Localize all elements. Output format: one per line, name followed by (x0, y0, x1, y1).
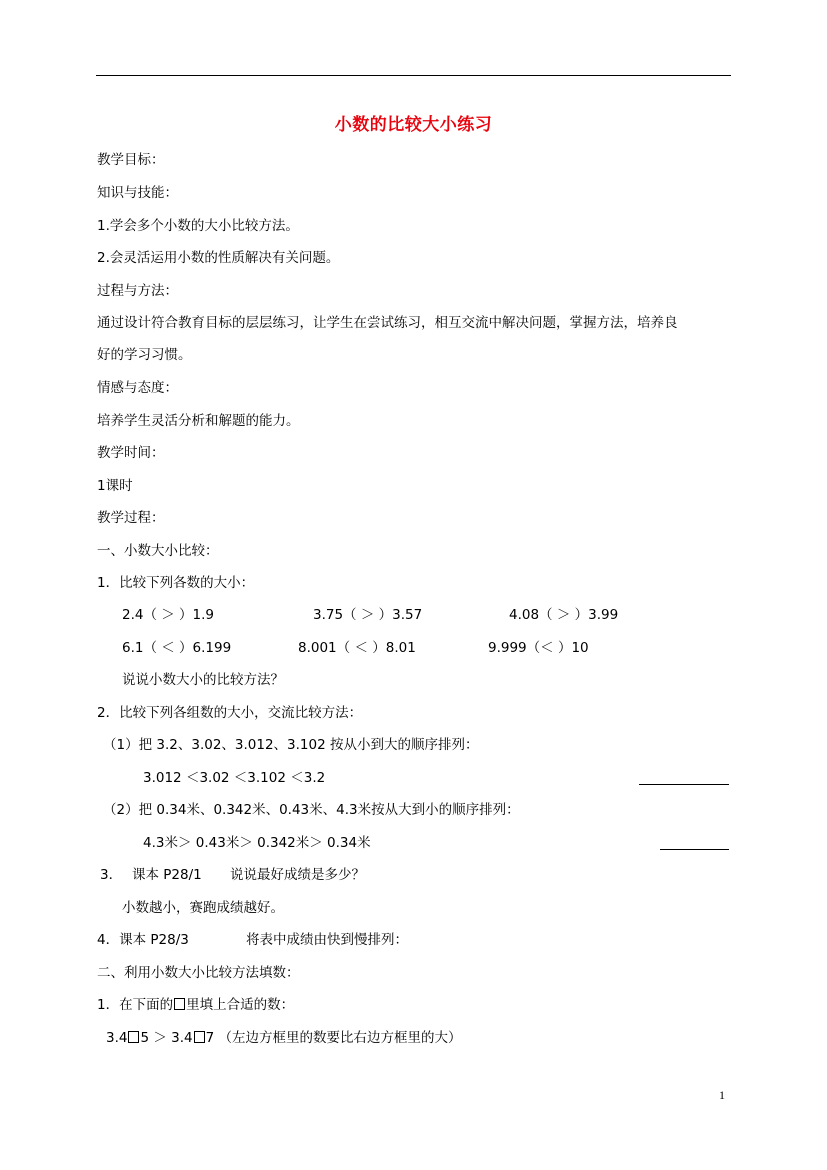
blank-box-icon (194, 1031, 205, 1043)
comparison-item: 2.4（ ＞ ）1.9 (122, 607, 215, 623)
text-line: 4．课本 P28/3 (97, 932, 189, 948)
answer-blank (639, 784, 729, 785)
text-line: 一、小数大小比较： (97, 543, 219, 559)
text-line: 说说最好成绩是多少？ (230, 867, 365, 883)
text-line: 3． (100, 867, 123, 883)
text-line: 1．比较下列各数的大小： (97, 575, 255, 591)
text-fragment: 7 （左边方框里的数要比右边方框里的大） (205, 1030, 462, 1046)
text-line: （1）把 3.2、3.02、3.012、3.102 按从小到大的顺序排列： (103, 737, 479, 753)
text-line: 将表中成绩由快到慢排列： (246, 932, 408, 948)
blank-box-icon (174, 998, 185, 1010)
text-fragment: 3.4 (106, 1030, 128, 1046)
text-fragment: 5 ＞ 3.4 (140, 1030, 193, 1046)
comparison-item: 9.999（＜ ）10 (488, 640, 589, 656)
text-line: 知识与技能： (97, 185, 178, 201)
text-line: 1课时 (97, 478, 133, 494)
page-number: 1 (719, 1088, 725, 1102)
text-line: 教学过程： (97, 510, 165, 526)
answer-blank (660, 849, 729, 850)
text-line: 教学目标： (97, 152, 165, 168)
header-rule (96, 75, 731, 76)
blank-box-icon (128, 1031, 139, 1043)
text-line: 2.会灵活运用小数的性质解决有关问题。 (97, 250, 340, 266)
text-line: 说说小数大小的比较方法？ (122, 672, 284, 688)
comparison-item: 4.08（ ＞ ）3.99 (509, 607, 619, 623)
text-line: 通过设计符合教育目标的层层练习，让学生在尝试练习，相互交流中解决问题，掌握方法，培养良 (97, 315, 678, 331)
text-line: 过程与方法： (97, 283, 178, 299)
comparison-item: 8.001（ ＜ ）8.01 (298, 640, 416, 656)
text-line: 教学时间： (97, 445, 165, 461)
answer-line: 3.012 ＜3.02 ＜3.102 ＜3.2 (143, 770, 326, 786)
text-line: 情感与态度： (97, 380, 178, 396)
text-fragment: 里填上合适的数： (186, 997, 295, 1013)
text-line (106, 1028, 462, 1048)
text-line: 课本 P28/1 (132, 867, 202, 883)
text-line: 二、利用小数大小比较方法填数： (97, 965, 300, 981)
answer-line: 4.3米＞ 0.43米＞ 0.342米＞ 0.34米 (143, 835, 371, 851)
text-line: 1.学会多个小数的大小比较方法。 (97, 218, 299, 234)
document-title: 小数的比较大小练习 (334, 115, 493, 135)
text-line: 小数越小，赛跑成绩越好。 (122, 900, 284, 916)
comparison-item: 3.75（ ＞ ）3.57 (313, 607, 423, 623)
text-line: 2．比较下列各组数的大小，交流比较方法： (97, 705, 363, 721)
comparison-item: 6.1（ ＜ ）6.199 (122, 640, 232, 656)
text-line: （2）把 0.34米、0.342米、0.43米、4.3米按从大到小的顺序排列： (103, 802, 520, 818)
text-line: 好的学习习惯。 (97, 347, 192, 363)
text-fragment: 1．在下面的 (97, 997, 174, 1013)
text-line (97, 995, 294, 1015)
text-line: 培养学生灵活分析和解题的能力。 (97, 413, 300, 429)
